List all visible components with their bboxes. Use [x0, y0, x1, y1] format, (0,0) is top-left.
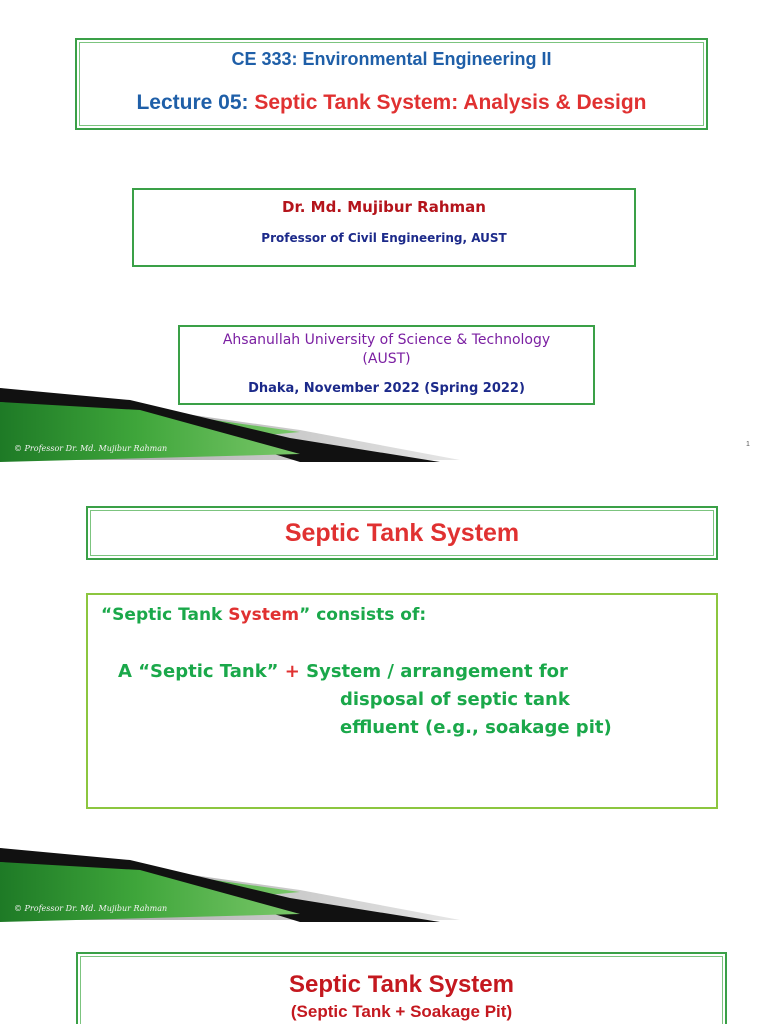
definition-line [101, 605, 426, 625]
component-line [118, 661, 568, 682]
slide-2 [0, 462, 768, 922]
quote-close: ” consists of: [299, 605, 427, 625]
slide2-title: Septic Tank System [284, 519, 520, 547]
slide3-title: Septic Tank System [289, 971, 514, 998]
content-box [86, 593, 718, 809]
plus-sign: + [284, 661, 300, 682]
author-box [132, 188, 636, 267]
lecture-title-line [77, 91, 706, 115]
date-line: Dhaka, November 2022 (Spring 2022) [248, 381, 525, 396]
slide3-title-box [76, 952, 727, 1024]
slide-1 [0, 0, 768, 462]
slide2-title-box [86, 506, 718, 560]
slide3-subtitle: (Septic Tank + Soakage Pit) [290, 1002, 513, 1021]
lecture-prefix: Lecture 05: [136, 91, 255, 114]
footer-copyright: © Professor Dr. Md. Mujibur Rahman [14, 904, 168, 913]
arrangement-text: System / arrangement for [299, 661, 568, 682]
septic-tank-text: A “Septic Tank” [118, 661, 285, 682]
slide-3 [0, 922, 768, 1024]
author-name: Dr. Md. Mujibur Rahman [282, 198, 486, 216]
author-affiliation [134, 231, 634, 245]
title-box [75, 38, 708, 130]
course-title: CE 333: Environmental Engineering II [231, 49, 552, 69]
page-number: 1 [746, 441, 750, 448]
quote-system: System [228, 605, 300, 625]
university-name: Ahsanullah University of Science & Technology [222, 332, 551, 348]
author-role: Professor of Civil Engineering [261, 231, 463, 245]
effluent-line: effluent (e.g., soakage pit) [340, 717, 612, 738]
quote-open: “Septic Tank [101, 605, 229, 625]
disposal-line: disposal of septic tank [340, 689, 570, 710]
footer-copyright: © Professor Dr. Md. Mujibur Rahman [14, 444, 168, 453]
author-institution: , AUST [462, 231, 507, 245]
lecture-title: Septic Tank System: Analysis & Design [254, 91, 647, 114]
university-abbr: (AUST) [362, 351, 411, 367]
